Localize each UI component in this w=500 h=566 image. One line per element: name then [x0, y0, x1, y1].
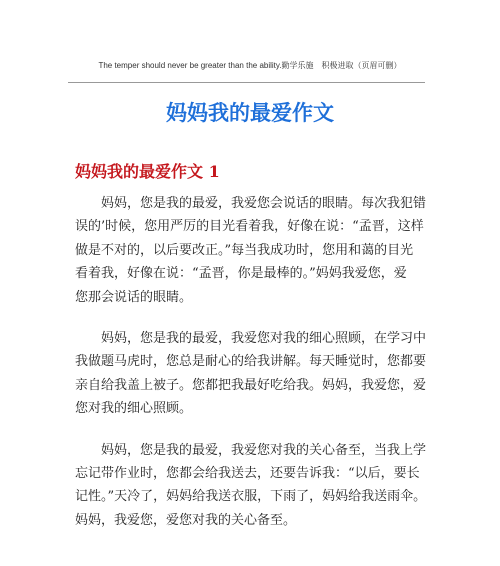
- text-line: 妈妈，您是我的最爱，我爱您会说话的眼睛。每次我犯错: [101, 196, 427, 211]
- text-line: 妈妈，您是我的最爱，我爱您对我的细心照顾，在学习中: [101, 330, 427, 346]
- text-line: 做是不对的，以后要改正。”每当我成功时，您用和蔼的目光: [75, 242, 414, 258]
- paragraph-2: [75, 327, 430, 421]
- text-line: 忘记带作业时，您都会给我送去，还要告诉我：“以后，要长: [75, 465, 420, 481]
- text-line: 我做题马虎时，您总是耐心的给我讲解。每天睡觉时，您都要: [75, 354, 427, 370]
- text-line: 妈妈，我爱您，爱您对我的关心备至。: [75, 512, 297, 528]
- section-title: 妈妈我的最爱作文 1: [75, 162, 220, 181]
- text-line: 您那会说话的眼睛。: [75, 289, 193, 305]
- page-header-text: The temper should never be greater than the ability.勤学乐施 积极进取（页眉可删）: [98, 61, 402, 70]
- text-line: 亲自给我盖上被子。您都把我最好吃给我。妈妈，我爱您，爱: [75, 377, 427, 393]
- text-line: 记性。”天冷了，妈妈给我送衣服，下雨了，妈妈给我送雨伞。: [75, 489, 427, 505]
- text-line: 您对我的细心照顾。: [75, 401, 193, 417]
- paragraph-3: [75, 439, 430, 533]
- body-text: [75, 192, 430, 550]
- header-divider: [68, 82, 425, 83]
- paragraph-1: [75, 192, 430, 309]
- document-title: 妈妈我的最爱作文: [166, 100, 334, 125]
- text-line: 误的’时候，您用严厉的目光看着我，好像在说：“孟晋，这样: [75, 219, 424, 235]
- text-line: 妈妈，您是我的最爱，我爱您对我的关心备至，当我上学: [101, 442, 427, 458]
- text-line: 看着我，好像在说：“孟晋，你是最棒的。”妈妈我爱您，爱: [75, 266, 407, 282]
